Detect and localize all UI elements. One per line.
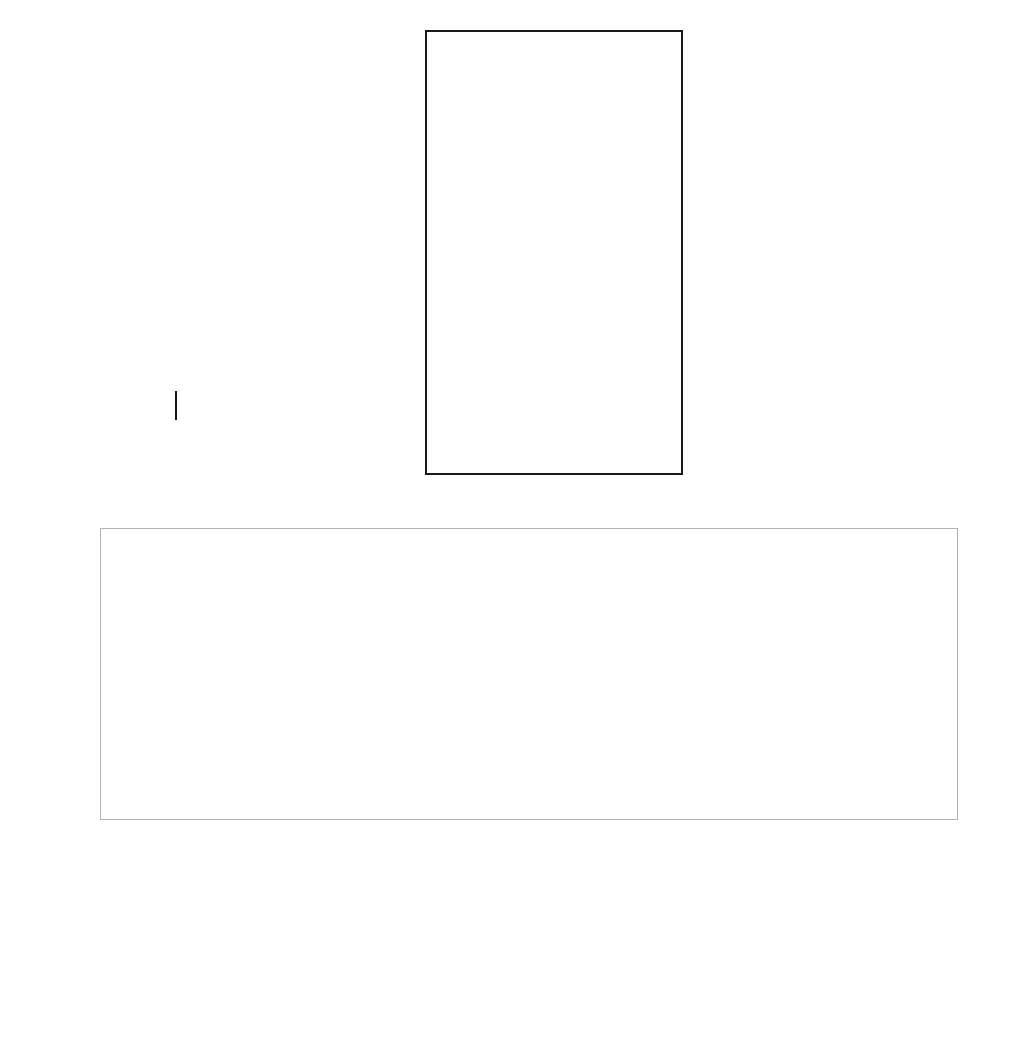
chromatogram-frame — [100, 528, 958, 820]
stray-cursor-mark — [175, 391, 177, 420]
kanamycin-b-structure-drawing — [427, 330, 681, 470]
chromatogram-plot — [101, 529, 957, 819]
structure-panel — [425, 30, 683, 475]
kanamycin-sulfate-structure-drawing — [427, 88, 681, 278]
